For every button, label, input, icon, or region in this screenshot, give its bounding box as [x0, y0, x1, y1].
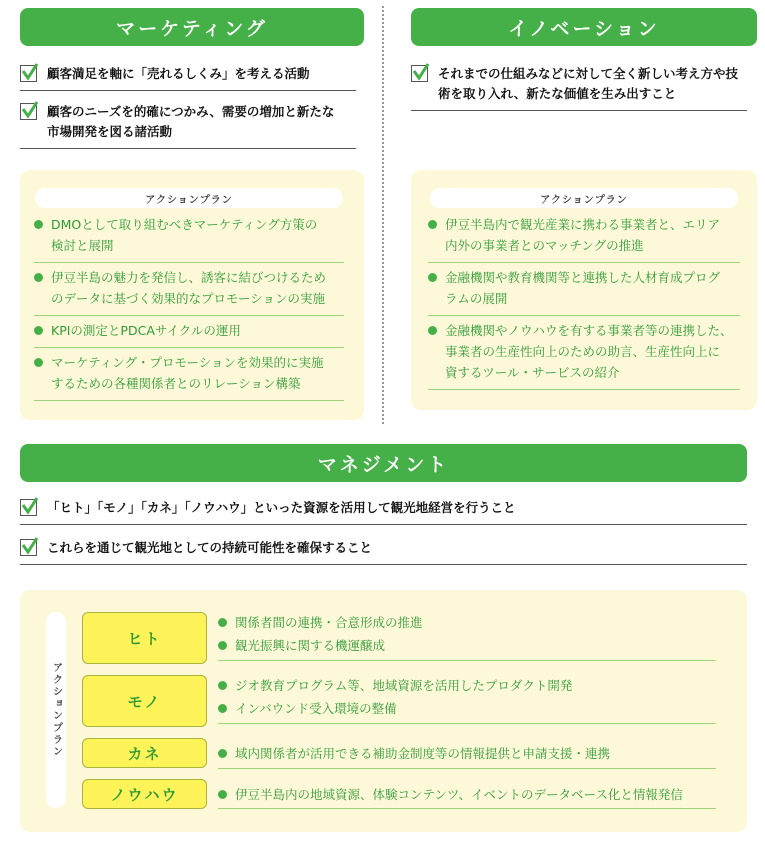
marketing-header: マーケティング	[20, 8, 364, 46]
bullet-icon	[34, 273, 43, 282]
bullet-icon	[218, 704, 227, 713]
bullet-icon	[428, 326, 437, 335]
bullet-icon	[428, 273, 437, 282]
category-kane: カネ	[82, 738, 207, 768]
divider	[218, 768, 716, 769]
item-text: 観光振興に関する機運醸成	[235, 638, 386, 653]
innovation-header: イノベーション	[411, 8, 757, 46]
check-text	[47, 102, 334, 142]
category-hito: ヒト	[82, 612, 207, 664]
category-mono: モノ	[82, 675, 207, 727]
action-item	[428, 214, 740, 263]
bullet-icon	[218, 681, 227, 690]
marketing-check-item	[20, 102, 356, 149]
column-divider	[382, 6, 384, 424]
management-item	[218, 635, 385, 655]
action-line: DMOとして取り組むべきマーケティング方策の	[51, 217, 318, 232]
check-line: 「ヒト」「モノ」「カネ」「ノウハウ」といった資源を活用して観光地経営を行うこと	[47, 500, 516, 515]
divider	[218, 660, 716, 661]
action-line: 事業者の生産性向上のための助言、生産性向上に	[445, 344, 721, 359]
management-check-item	[20, 538, 747, 565]
action-plan-label: アクションプラン	[35, 188, 343, 208]
action-line: ラムの展開	[445, 291, 508, 306]
action-line: KPIの測定とPDCAサイクルの運用	[51, 323, 241, 338]
management-item	[218, 784, 683, 804]
check-text	[47, 64, 310, 84]
action-item	[34, 214, 344, 263]
innovation-check-item	[411, 64, 747, 111]
check-line: 市場開発を図る諸活動	[47, 124, 173, 139]
action-item	[34, 267, 344, 316]
item-text: 伊豆半島内の地域資源、体験コンテンツ、イベントのデータベース化と情報発信	[235, 787, 683, 802]
action-line: 内外の事業者とのマッチングの推進	[445, 238, 644, 253]
bullet-icon	[34, 220, 43, 229]
item-text: 関係者間の連携・合意形成の推進	[235, 615, 423, 630]
check-icon	[20, 539, 37, 556]
bullet-icon	[428, 220, 437, 229]
item-text: インバウンド受入環境の整備	[235, 701, 397, 716]
action-line: 伊豆半島内で観光産業に携わる事業者と、エリア	[445, 217, 721, 232]
bullet-icon	[34, 358, 43, 367]
bullet-icon	[218, 618, 227, 627]
action-item	[34, 320, 344, 348]
action-plan-text: アクションプラン	[50, 662, 62, 758]
check-icon	[20, 103, 37, 120]
divider	[218, 723, 716, 724]
management-item	[218, 698, 397, 718]
action-line: 伊豆半島の魅力を発信し、誘客に結びつけるため	[51, 270, 327, 285]
divider	[218, 808, 716, 809]
bullet-icon	[218, 790, 227, 799]
action-plan-label: アクションプラン	[430, 188, 738, 208]
management-item	[218, 612, 423, 632]
item-text: ジオ教育プログラム等、地域資源を活用したプロダクト開発	[235, 678, 573, 693]
management-item	[218, 675, 572, 695]
bullet-icon	[218, 749, 227, 758]
check-line: これらを通じて観光地としての持続可能性を確保すること	[47, 540, 373, 555]
action-item	[428, 267, 740, 316]
check-text	[438, 64, 738, 104]
action-line: のデータに基づく効果的なプロモーションの実施	[51, 291, 326, 306]
category-knowhow: ノウハウ	[82, 779, 207, 809]
action-line: 金融機関やノウハウを有する事業者等の連携した、	[445, 323, 733, 338]
check-icon	[20, 499, 37, 516]
action-line: するための各種関係者とのリレーション構築	[51, 376, 301, 391]
management-check-item	[20, 498, 747, 525]
action-line: 検討と展開	[51, 238, 114, 253]
item-text: 域内関係者が活用できる補助金制度等の情報提供と申請支援・連携	[235, 746, 611, 761]
management-header: マネジメント	[20, 444, 747, 482]
action-line: マーケティング・プロモーションを効果的に実施	[51, 355, 324, 370]
check-icon	[20, 65, 37, 82]
action-plan-label	[46, 612, 66, 808]
action-line: 金融機関や教育機関等と連携した人材育成プログ	[445, 270, 721, 285]
management-item	[218, 743, 610, 763]
marketing-check-item	[20, 64, 356, 91]
action-item	[428, 320, 740, 390]
check-line: それまでの仕組みなどに対して全く新しい考え方や技	[438, 66, 739, 81]
check-icon	[411, 65, 428, 82]
action-item	[34, 352, 344, 401]
check-line: 顧客満足を軸に「売れるしくみ」を考える活動	[47, 66, 310, 81]
check-line: 術を取り入れ、新たな価値を生み出すこと	[438, 86, 677, 101]
action-line: 資するツール・サービスの紹介	[445, 365, 620, 380]
bullet-icon	[34, 326, 43, 335]
bullet-icon	[218, 641, 227, 650]
check-line: 顧客のニーズを的確につかみ、需要の増加と新たな	[47, 104, 335, 119]
